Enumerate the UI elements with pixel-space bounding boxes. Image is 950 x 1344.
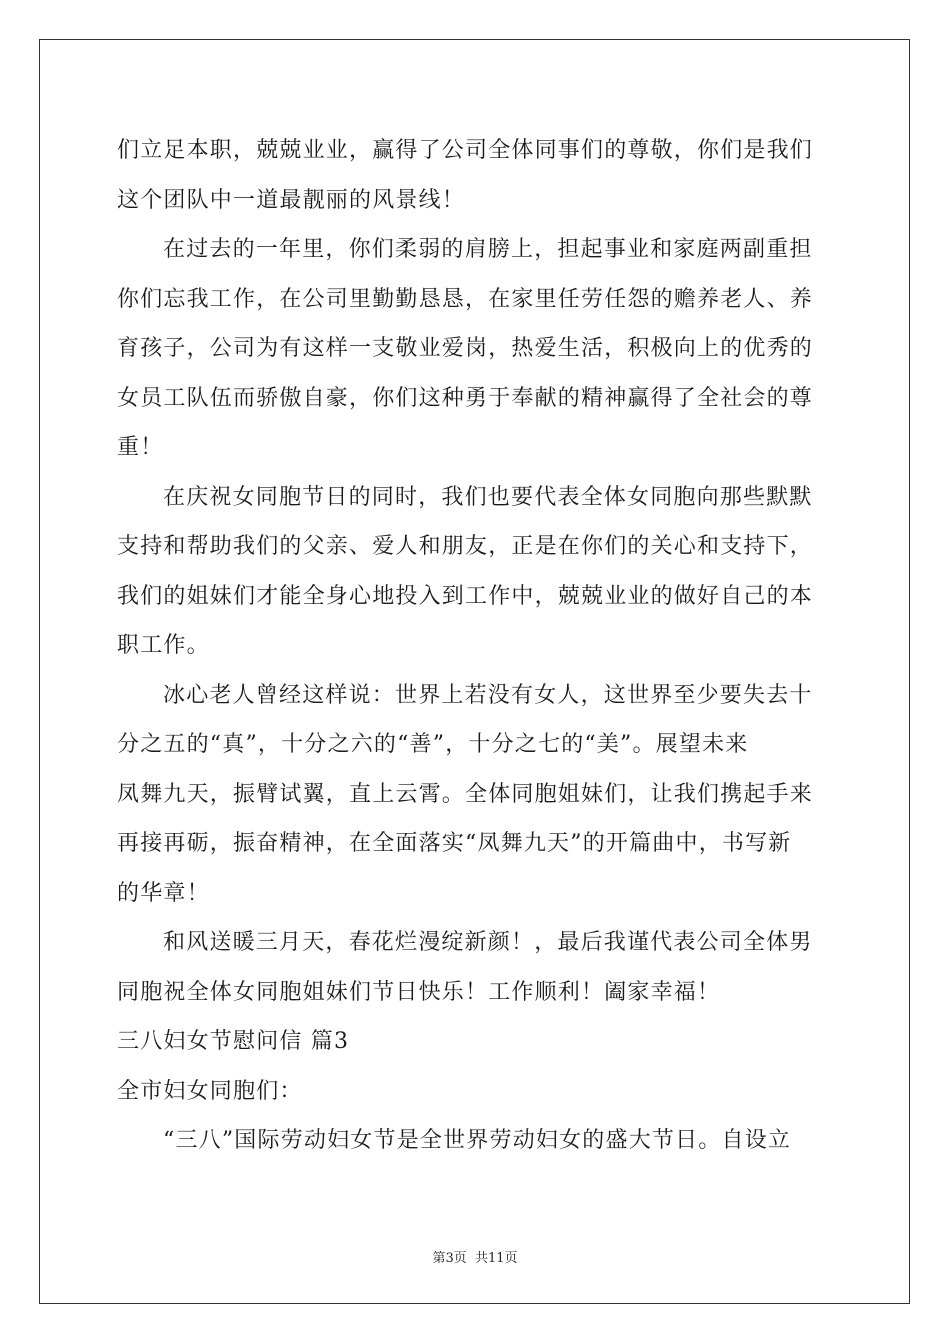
- page-number: 第3页: [432, 1251, 467, 1266]
- document-body: [117, 126, 835, 1166]
- text-line: 们立足本职，兢兢业业，赢得了公司全体同事们的尊敬，你们是我们: [117, 138, 814, 163]
- text-line: 冰心老人曾经这样说：世界上若没有女人，这世界至少要失去十: [163, 682, 813, 708]
- text-line: 我们的姐妹们才能全身心地投入到工作中，兢兢业业的做好自己的本: [117, 583, 814, 609]
- text-line: 你们忘我工作，在公司里勤勤恳恳，在家里任劳任怨的赡养老人、养: [117, 286, 814, 312]
- page-total: 共11页: [474, 1251, 518, 1266]
- text-line: 职工作。: [117, 633, 210, 658]
- text-line: 全市妇女同胞们：: [117, 1078, 303, 1104]
- text-line: 分之五的“真”，十分之六的“善”，十分之七的“美”。展望未来: [117, 732, 749, 757]
- text-line: 凤舞九天，振臂试翼，直上云霄。全体同胞姐妹们，让我们携起手来: [117, 781, 814, 807]
- page-footer: [0, 1247, 950, 1266]
- text-line: 的华章！: [117, 880, 210, 906]
- text-line: 同胞祝全体女同胞姐妹们节日快乐！工作顺利！阖家幸福！: [117, 979, 721, 1005]
- text-line: 女员工队伍而骄傲自豪，你们这种勇于奉献的精神赢得了全社会的尊: [117, 385, 814, 411]
- text-line: 在庆祝女同胞节日的同时，我们也要代表全体女同胞向那些默默: [163, 484, 813, 510]
- text-line: 育孩子，公司为有这样一支敬业爱岗，热爱生活，积极向上的优秀的: [117, 336, 814, 361]
- text-line: 重！: [117, 435, 164, 460]
- text-line: “三八”国际劳动妇女节是全世界劳动妇女的盛大节日。自设立: [163, 1128, 792, 1153]
- text-line: 在过去的一年里，你们柔弱的肩膀上，担起事业和家庭两副重担: [163, 237, 813, 262]
- text-line: 这个团队中一道最靓丽的风景线！: [117, 187, 466, 213]
- text-line: 再接再砺，振奋精神，在全面落实“凤舞九天”的开篇曲中，书写新: [117, 831, 792, 856]
- text-line: 和风送暖三月天，春花烂漫绽新颜！，最后我谨代表公司全体男: [163, 930, 813, 955]
- text-line: 三八妇女节慰问信 篇3: [117, 1029, 350, 1054]
- text-line: 支持和帮助我们的父亲、爱人和朋友，正是在你们的关心和支持下，: [117, 534, 814, 559]
